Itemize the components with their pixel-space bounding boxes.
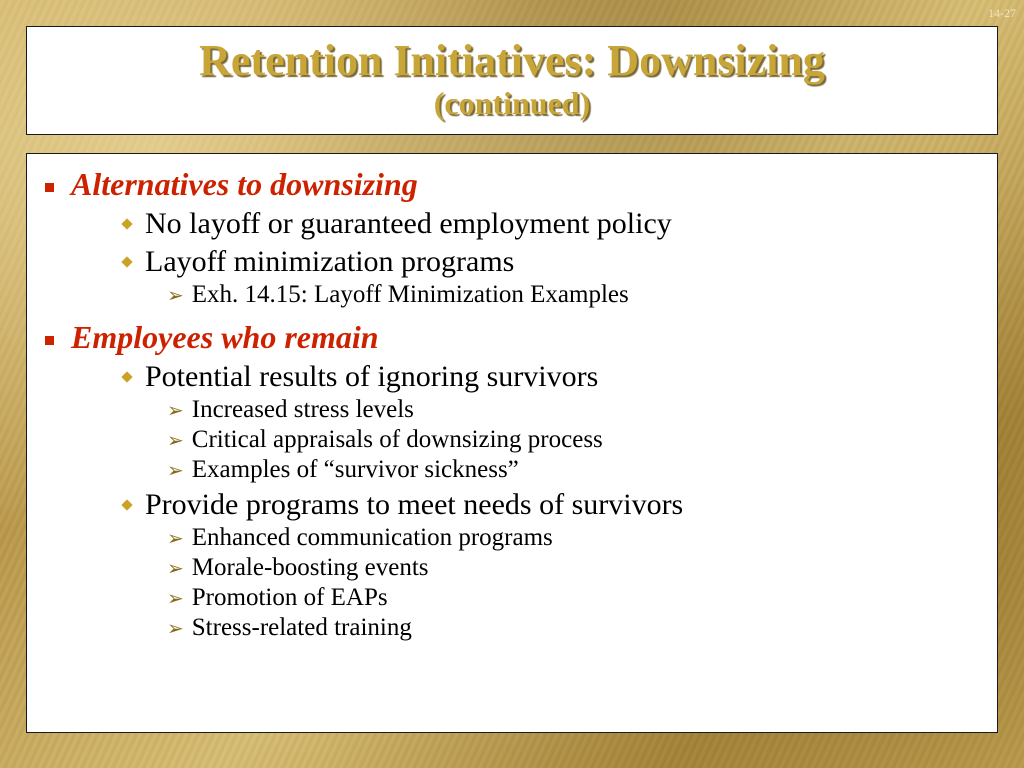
sub-list-item <box>119 456 997 484</box>
slide-subtitle: (continued) <box>433 85 591 121</box>
sub-list-item <box>119 281 997 309</box>
arrow-bullet-icon: ➢ <box>167 556 184 580</box>
diamond-bullet-icon <box>121 256 132 267</box>
list-item <box>71 245 997 309</box>
list-item <box>71 488 997 642</box>
arrow-bullet-icon: ➢ <box>167 616 184 640</box>
content-box <box>26 153 998 733</box>
list-item-text: No layoff or guaranteed employment policy <box>145 207 672 240</box>
sub-list-item-text: Enhanced communication programs <box>191 524 553 551</box>
section-heading: Alternatives to downsizing <box>71 166 418 202</box>
sub-list-item <box>119 396 997 424</box>
sub-list-item <box>119 614 997 642</box>
sub-list-item <box>119 554 997 582</box>
list-item-text: Potential results of ignoring survivors <box>145 360 599 393</box>
section-alternatives <box>27 166 997 309</box>
sub-list-item-text: Morale-boosting events <box>191 554 429 581</box>
arrow-bullet-icon: ➢ <box>167 526 184 550</box>
sub-list-item-text: Examples of “survivor sickness” <box>191 456 519 483</box>
list-item-text: Layoff minimization programs <box>145 245 515 278</box>
sub-list-item-text: Critical appraisals of downsizing process <box>191 426 603 453</box>
bullet-list <box>27 166 997 642</box>
square-bullet-icon <box>45 183 54 192</box>
sub-list-item-text: Promotion of EAPs <box>191 584 388 611</box>
diamond-bullet-icon <box>121 499 132 510</box>
square-bullet-icon <box>45 336 54 345</box>
section-heading: Employees who remain <box>71 319 379 355</box>
slide-title: Retention Initiatives: Downsizing <box>199 36 825 85</box>
list-item-text: Provide programs to meet needs of survivors <box>145 488 684 521</box>
arrow-bullet-icon: ➢ <box>167 283 184 307</box>
arrow-bullet-icon: ➢ <box>167 398 184 422</box>
page-number: 14-27 <box>988 6 1016 20</box>
diamond-bullet-icon <box>121 218 132 229</box>
sub-list-item <box>119 426 997 454</box>
sub-list-item-text: Stress-related training <box>191 614 412 641</box>
diamond-bullet-icon <box>121 371 132 382</box>
sub-list-item <box>119 524 997 552</box>
sub-list-item-text: Increased stress levels <box>191 396 414 423</box>
arrow-bullet-icon: ➢ <box>167 458 184 482</box>
sub-list-item <box>119 584 997 612</box>
arrow-bullet-icon: ➢ <box>167 428 184 452</box>
section-employees-who-remain <box>27 319 997 642</box>
arrow-bullet-icon: ➢ <box>167 586 184 610</box>
list-item <box>71 207 997 241</box>
title-box <box>26 26 998 135</box>
sub-list-item-text: Exh. 14.15: Layoff Minimization Examples <box>191 281 629 308</box>
list-item <box>71 360 997 484</box>
